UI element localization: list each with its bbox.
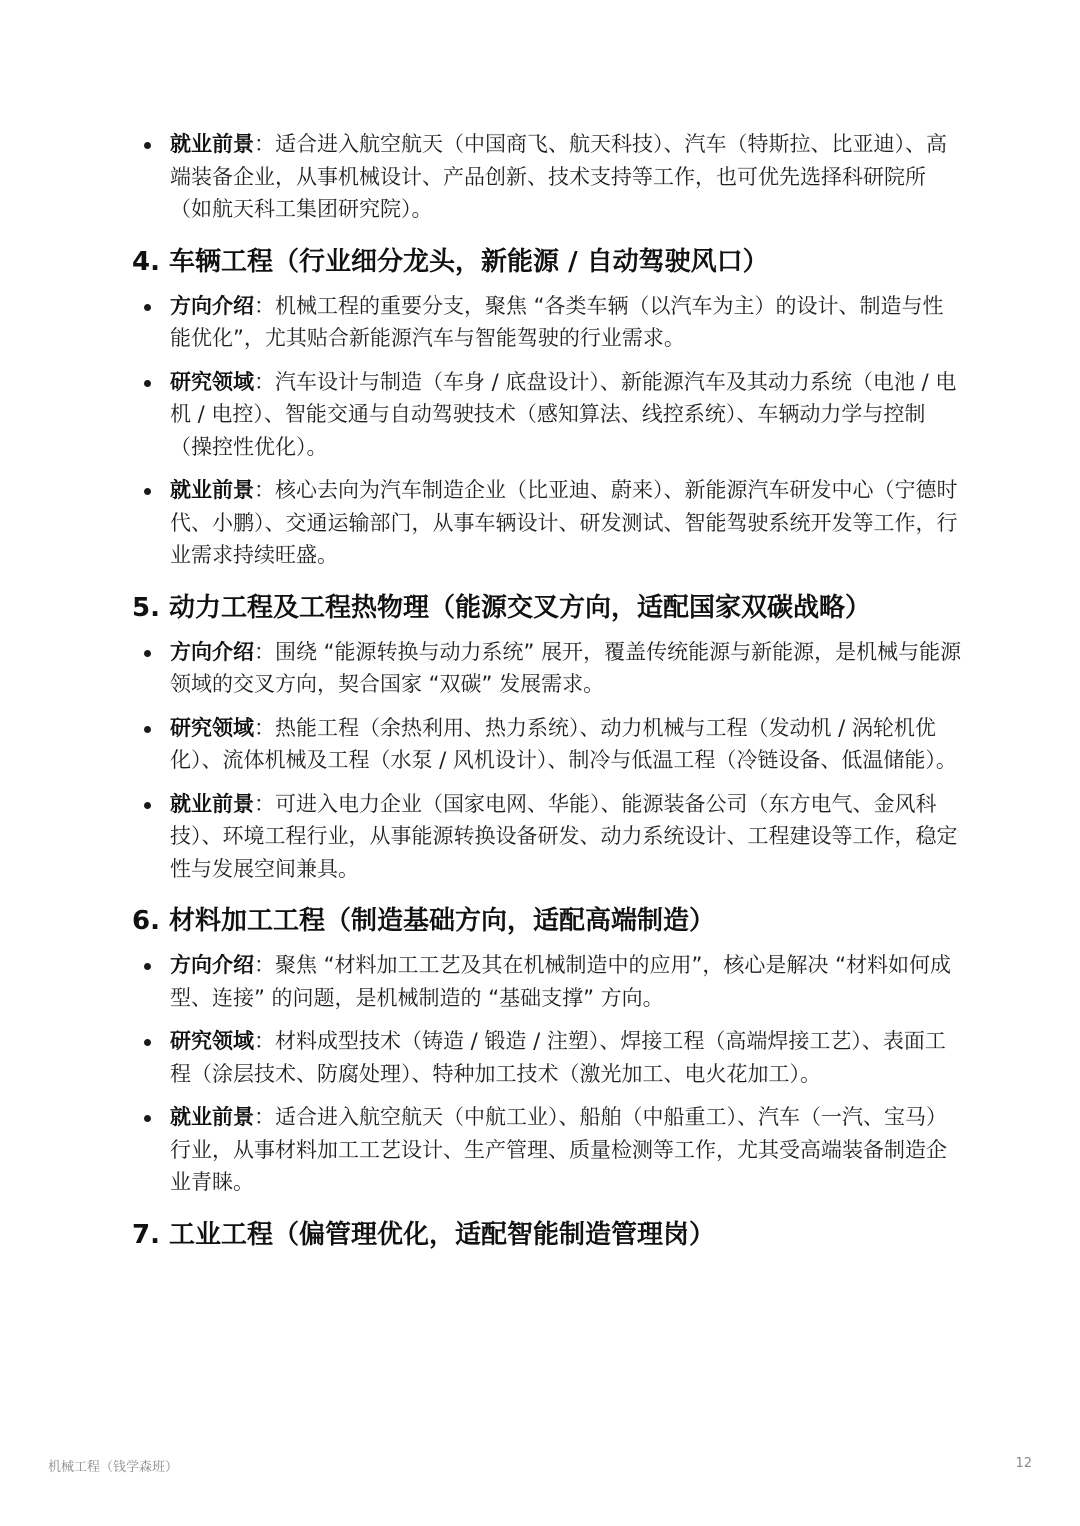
footer-document-title: 机械工程（钱学森班） (48, 1460, 179, 1475)
item-label: 研究领域 (170, 369, 254, 394)
list-item-research-fields (132, 712, 962, 777)
item-separator: ： (254, 132, 275, 156)
item-label: 研究领域 (170, 715, 254, 740)
item-label: 就业前景 (170, 1105, 254, 1129)
item-text: 适合进入航空航天（中航工业）、船舶（中船重工）、汽车（一汽、宝马）行业，从事材料加工工艺设计、生产管理、质量检测等工作，尤其受高端装备制造企业青睐。 (170, 1105, 947, 1194)
item-separator: ： (254, 715, 275, 740)
list-item-employment-prospects (132, 1101, 962, 1199)
list-item-direction-intro (132, 949, 962, 1014)
section-4-bullet-list (132, 290, 962, 572)
item-text: 核心去向为汽车制造企业（比亚迪、蔚来）、新能源汽车研发中心（宁德时代、小鹏）、交通运输部门，从事车辆设计、研发测试、智能驾驶系统开发等工作，行业需求持续旺盛。 (170, 478, 958, 567)
item-text: 汽车设计与制造（车身 / 底盘设计）、新能源汽车及其动力系统（电池 / 电机 / 电控）、智能交通与自动驾驶技术（感知算法、线控系统）、车辆动力学与控制（操控性优化）。 (170, 369, 957, 459)
section-6-bullet-list (132, 949, 962, 1199)
item-separator: ： (254, 639, 275, 664)
item-text: 热能工程（余热利用、热力系统）、动力机械与工程（发动机 / 涡轮机优化）、流体机械及工程（水泵 / 风机设计）、制冷与低温工程（冷链设备、低温储能）。 (170, 715, 957, 772)
item-text: 聚焦 “材料加工工艺及其在机械制造中的应用”，核心是解决 “材料如何成型、连接” 的问题，是机械制造的 “基础支撑” 方向。 (170, 953, 951, 1010)
list-item-employment-prospects (132, 128, 962, 226)
list-item-research-fields (132, 366, 962, 464)
item-label: 就业前景 (170, 478, 254, 502)
item-text: 围绕 “能源转换与动力系统” 展开，覆盖传统能源与新能源，是机械与能源领域的交叉方向，契合国家 “双碳” 发展需求。 (170, 639, 962, 696)
list-item-direction-intro (132, 290, 962, 355)
item-separator: ： (254, 791, 275, 816)
item-label: 研究领域 (170, 1029, 254, 1053)
page-content (132, 128, 962, 1263)
item-text: 可进入电力企业（国家电网、华能）、能源装备公司（东方电气、金风科技）、环境工程行业，从事能源转换设备研发、动力系统设计、工程建设等工作，稳定性与发展空间兼具。 (170, 791, 958, 881)
item-label: 就业前景 (170, 791, 254, 816)
list-item-employment-prospects (132, 788, 962, 886)
section-5-bullet-list (132, 636, 962, 886)
footer-page-number: 12 (1015, 1456, 1032, 1471)
item-label: 就业前景 (170, 132, 254, 156)
item-separator: ： (254, 1029, 275, 1053)
section-heading-industrial-engineering: 7. 工业工程（偏管理优化，适配智能制造管理岗） (132, 1219, 716, 1250)
item-text: 适合进入航空航天（中国商飞、航天科技）、汽车（特斯拉、比亚迪）、高端装备企业，从事机械设计、产品创新、技术支持等工作，也可优先选择科研院所（如航天科工集团研究院）。 (170, 132, 947, 221)
intro-bullet-list (132, 128, 962, 226)
item-separator: ： (254, 293, 275, 318)
section-heading-vehicle-engineering: 4. 车辆工程（行业细分龙头，新能源 / 自动驾驶风口） (132, 246, 769, 277)
list-item-direction-intro (132, 636, 962, 701)
item-label: 方向介绍 (170, 293, 254, 318)
item-text: 机械工程的重要分支，聚焦 “各类车辆（以汽车为主）的设计、制造与性能优化”，尤其贴合新能源汽车与智能驾驶的行业需求。 (170, 293, 944, 350)
list-item-employment-prospects (132, 474, 962, 572)
list-item-research-fields (132, 1025, 962, 1090)
item-text: 材料成型技术（铸造 / 锻造 / 注塑）、焊接工程（高端焊接工艺）、表面工程（涂层技术、防腐处理）、特种加工技术（激光加工、电火花加工）。 (170, 1029, 946, 1086)
item-separator: ： (254, 478, 275, 502)
item-label: 方向介绍 (170, 953, 254, 977)
item-separator: ： (254, 369, 275, 394)
section-heading-power-engineering: 5. 动力工程及工程热物理（能源交叉方向，适配国家双碳战略） (132, 592, 872, 623)
section-heading-materials-processing: 6. 材料加工工程（制造基础方向，适配高端制造） (132, 906, 716, 936)
item-separator: ： (254, 1105, 275, 1129)
item-label: 方向介绍 (170, 639, 254, 664)
item-separator: ： (254, 953, 275, 977)
